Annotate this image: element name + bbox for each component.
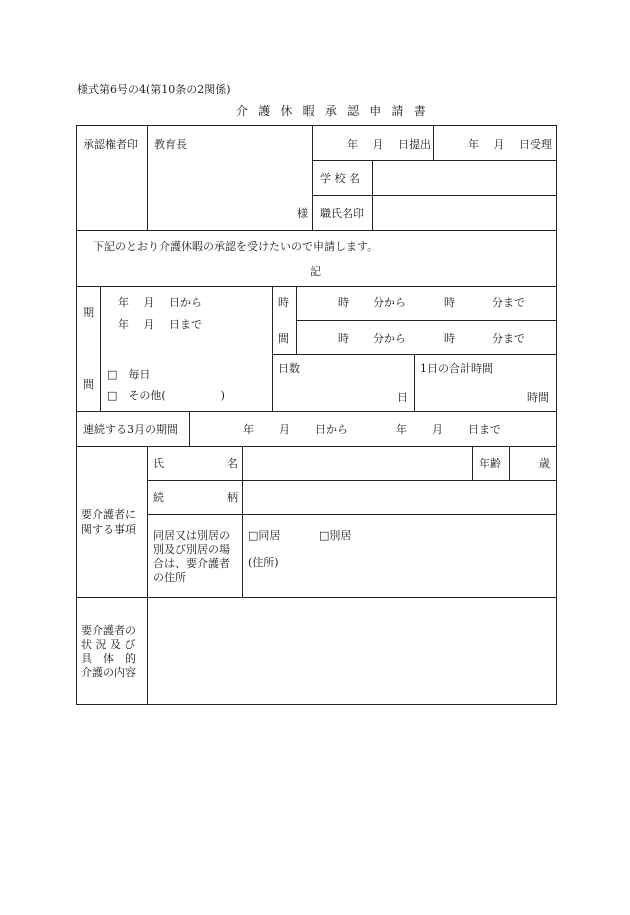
cohabit-checkbox[interactable]: □同居 [248, 529, 281, 542]
approver-label: 承認権者印 [83, 138, 138, 151]
care-status-label-2: 状 況 及 び [81, 638, 136, 651]
consecutive-month1: 月 [279, 423, 290, 436]
time-label-bottom: 間 [278, 332, 289, 345]
period-label-bottom: 間 [83, 378, 94, 391]
relation-label-b: 柄 [227, 491, 238, 504]
age-label: 年齢 [479, 457, 501, 470]
care-status-label-3: 具 体 的 [81, 652, 136, 665]
name-label-b: 名 [227, 457, 238, 470]
time-label-top: 時 [278, 296, 289, 309]
name-label-a: 氏 [153, 457, 164, 470]
name-field[interactable] [243, 447, 472, 480]
care-recipient-label-2: 関する事項 [81, 523, 136, 536]
cohab-label-4: の住所 [153, 571, 186, 584]
position-name-field[interactable] [373, 196, 556, 230]
days-unit: 日 [397, 391, 408, 404]
care-status-label-4: 介護の内容 [81, 666, 136, 679]
age-unit: 歳 [539, 457, 550, 470]
consecutive-day2: 日まで [468, 423, 501, 436]
address-label: (住所) [248, 556, 279, 569]
separate-checkbox[interactable]: □別居 [319, 529, 352, 542]
statement-text: 下記のとおり介護休暇の承認を受けたいので申請します。 [93, 240, 379, 253]
relation-field[interactable] [243, 481, 556, 514]
received-date: 年 月 日受理 [468, 138, 552, 151]
position-name-label: 職氏名印 [320, 207, 364, 220]
consecutive-year1: 年 [243, 423, 254, 436]
consecutive-day1: 日から [315, 423, 348, 436]
school-name-label: 学 校 名 [320, 172, 360, 185]
care-status-field[interactable] [148, 598, 556, 704]
relation-label-a: 続 [153, 491, 164, 504]
time-row1-to: 分まで [492, 296, 525, 309]
submitted-date: 年 月 日提出 [347, 138, 431, 151]
period-label-top: 期 [83, 306, 94, 319]
consecutive-label: 連続する3月の期間 [83, 423, 178, 436]
daily-checkbox[interactable]: □ 毎日 [107, 368, 151, 381]
time-row1-from: 分から [373, 296, 406, 309]
consecutive-month2: 月 [432, 423, 443, 436]
ki-label: 記 [310, 265, 321, 278]
consecutive-year2: 年 [396, 423, 407, 436]
care-status-label-1: 要介護者の [81, 624, 136, 637]
time-row2-hour: 時 [338, 332, 349, 345]
school-name-field[interactable] [373, 161, 556, 195]
period-to: 年 月 日まで [118, 318, 202, 331]
total-hours-label: 1日の合計時間 [420, 362, 493, 375]
sama-label: 様 [297, 207, 308, 220]
form-number: 様式第6号の4(第10条の2関係) [77, 83, 231, 96]
cohab-label-2: 別及び別居の場 [153, 543, 230, 556]
care-recipient-label-1: 要介護者に [81, 508, 136, 521]
approver-value: 教育長 [154, 138, 187, 151]
time-row2-to: 分まで [492, 332, 525, 345]
time-row2-hour2: 時 [444, 332, 455, 345]
days-label: 日数 [278, 362, 300, 375]
other-checkbox[interactable]: □ その他( ) [107, 389, 225, 402]
time-row1-hour2: 時 [444, 296, 455, 309]
time-row1-hour: 時 [338, 296, 349, 309]
form-title: 介 護 休 暇 承 認 申 請 書 [236, 104, 429, 118]
cohab-label-3: 合は、要介護者 [153, 557, 230, 570]
total-hours-unit: 時間 [527, 391, 549, 404]
period-from: 年 月 日から [118, 296, 202, 309]
time-row2-from: 分から [373, 332, 406, 345]
cohab-label-1: 同居又は別居の [153, 529, 230, 542]
